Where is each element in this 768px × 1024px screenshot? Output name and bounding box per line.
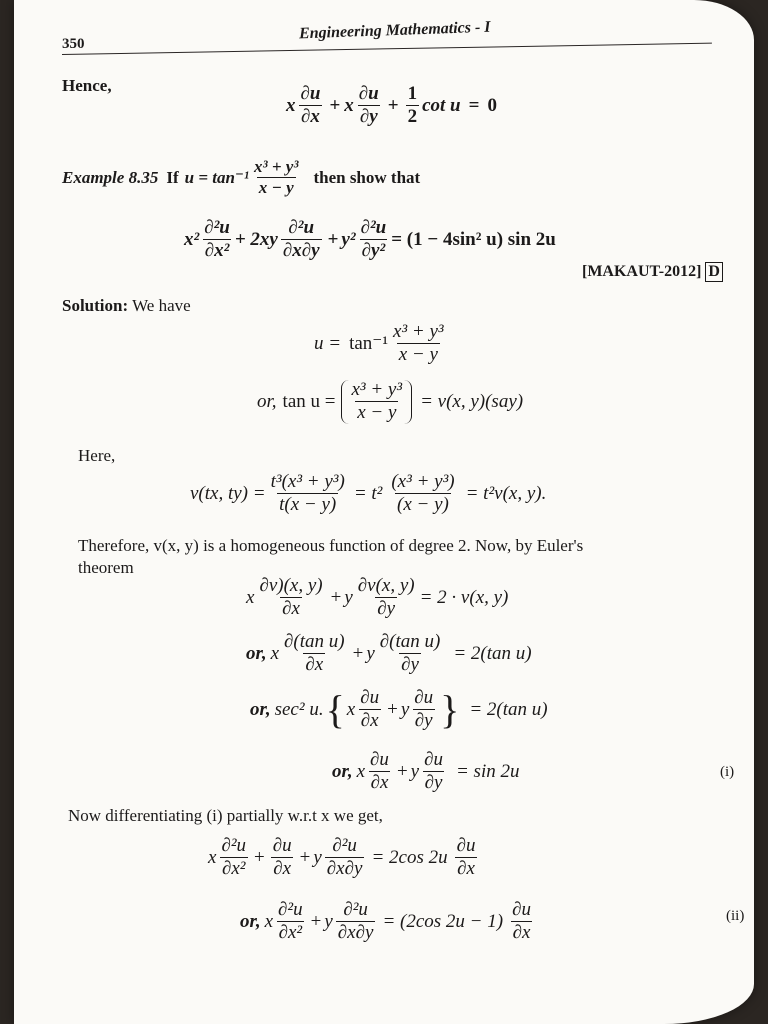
source-tag: [MAKAUT-2012] D [582, 262, 723, 282]
header-rule [62, 43, 712, 55]
therefore-line-2: theorem [78, 558, 134, 577]
here-label: Here, [78, 446, 116, 465]
book-page [14, 0, 754, 1024]
equation-tan-u: or, tan u = $\frac{\text{x³ + y³}}{x - y}$ = v(x, y)(say) [257, 379, 524, 423]
equation-tan-derivative: or, x $\frac{\text{∂(tan u)}}{\partial x}$ + y $\frac{\text{∂(tan u)}}{\partial y}$ = 2(tan u) [246, 631, 532, 675]
equation-u-def: u = tan⁻¹ $\frac{\text{x³ + y³}}{x - y}$ [314, 321, 444, 365]
equation-sec-squared: or, sec² u. { x $\frac{\partial u}{\partial x}$ + y $\frac{\partial u}{\partial y}$ } = 2(tan u) [250, 686, 548, 732]
example-label: Example 8.35 [62, 167, 159, 187]
book-title: Engineering Mathematics - I [298, 18, 491, 43]
equation-partial-x: x $\frac{\text{∂²u}}{\text{∂x²}}$ + $\frac{\partial u}{\partial x}$ + y $\frac{\text{∂²u}}{\partial x\partial y}$ = 2cos 2u $\frac{\partial u}{\partial x}$ [208, 835, 476, 879]
equation-ii: or, x $\frac{\text{∂²u}}{\text{∂x²}}$ + y $\frac{\text{∂²u}}{\partial x\partial y}$ = (2cos 2u − 1) $\frac{\partial u}{\partial x}$ [240, 899, 531, 943]
solution-heading: Solution: We have [62, 296, 191, 315]
now-differentiating: Now differentiating (i) partially w.r.t x we get, [68, 806, 383, 825]
equation-label-ii: (ii) [726, 908, 745, 924]
equation-to-prove: x² $\frac{\text{∂²u}}{\text{∂x²}}$ + 2xy $\frac{\text{∂²u}}{\partial x\partial y}$ + y² $\frac{\text{∂²u}}{\text{∂y²}}$ = (1 − 4sin² u) sin 2u [184, 217, 556, 261]
difficulty-badge: D [705, 262, 723, 282]
equation-i: or, x $\frac{\partial u}{\partial x}$ + y $\frac{\partial u}{\partial y}$ = sin 2u [332, 749, 520, 793]
therefore-line-1: Therefore, v(x, y) is a homogeneous function of degree 2. Now, by Euler's [78, 536, 584, 555]
equation-label-i: (i) [720, 764, 735, 780]
equation-homogeneity: v(tx, ty) = $\frac{\text{t³(x³ + y³)}}{t(x - y)}$ = t² $\frac{\text{(x³ + y³)}}{(x - y)}$ = t²v(x, y). [190, 471, 547, 515]
var-x: x [286, 94, 296, 116]
page-number: 350 [62, 36, 85, 52]
equation-hence: x $\frac{\partial u}{\partial x}$ + x $\frac{\partial u}{\partial y}$ + $\frac{1}{2}$ cot u = 0 [286, 83, 497, 127]
equation-euler: x $\frac{\partial v)(x, y)}{\partial x}$ + y $\frac{\partial v(x, y)}{\partial y}$ = 2 · v(x, y) [246, 575, 509, 619]
example-statement: Example 8.35 If u = tan⁻¹ $\frac{\text{x³ + y³}}{x - y}$ then show that [62, 157, 421, 197]
hence-label: Hence, [62, 76, 112, 95]
